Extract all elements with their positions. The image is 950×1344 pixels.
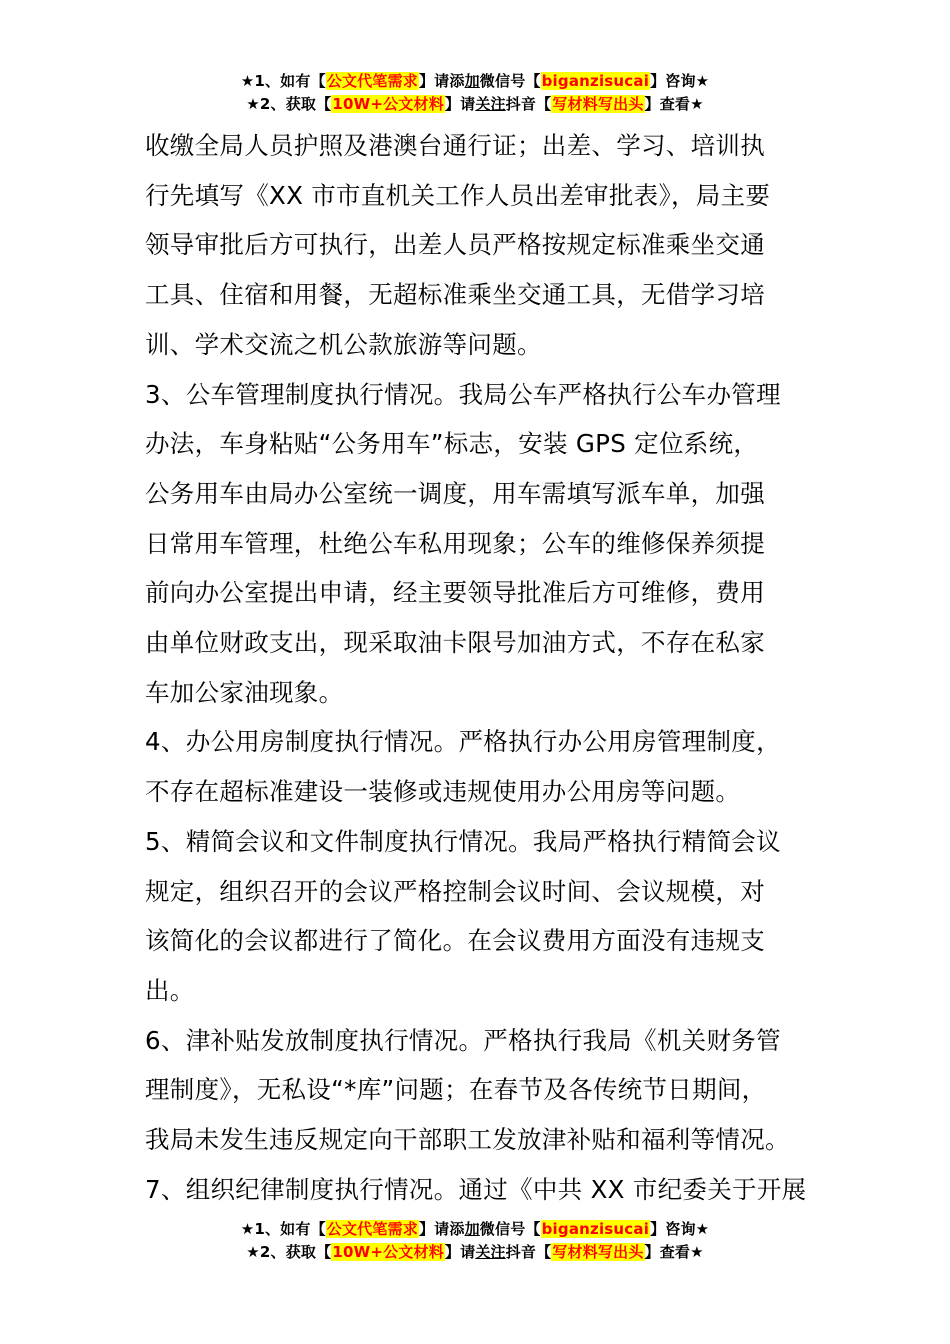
highlight-materials: 10W+公文材料 xyxy=(332,1243,444,1261)
body-line: 该简化的会议都进行了简化。在会议费用方面没有违规支 xyxy=(145,926,765,956)
body-line: 前向办公室提出申请，经主要领导批准后方可维修，费用 xyxy=(145,578,765,608)
body-line: 7、组织纪律制度执行情况。通过《中共 XX 市纪委关于开展 xyxy=(145,1174,807,1204)
body-line: 5、精简会议和文件制度执行情况。我局严格执行精简会议 xyxy=(145,826,781,856)
highlight-wechat-id: biganzisucai xyxy=(541,72,650,90)
body-line: 我局未发生违反规定向干部职工发放津补贴和福利等情况。 xyxy=(145,1125,790,1155)
highlight-ghostwriting: 公文代笔需求 xyxy=(326,1220,418,1238)
star-icon: ★ xyxy=(240,72,255,90)
star-icon: ★ xyxy=(246,95,260,113)
body-line: 理制度》，无私设“*库”问题；在春节及各传统节日期间， xyxy=(145,1075,767,1105)
body-line: 领导审批后方可执行，出差人员严格按规定标准乘坐交通 xyxy=(145,230,765,260)
body-line: 工具、住宿和用餐，无超标准乘坐交通工具，无借学习培 xyxy=(145,280,765,310)
highlight-douyin: 写材料写出头 xyxy=(552,1243,644,1261)
highlight-materials: 10W+公文材料 xyxy=(332,95,444,113)
highlight-wechat-id: biganzisucai xyxy=(541,1220,650,1238)
highlight-ghostwriting: 公文代笔需求 xyxy=(326,72,418,90)
footer-banner xyxy=(0,1218,950,1264)
body-line: 由单位财政支出，现采取油卡限号加油方式，不存在私家 xyxy=(145,628,765,658)
footer-line-2: ★2、获取【10W+公文材料】请关注抖音【写材料写出头】查看★ xyxy=(246,1243,704,1261)
body-line: 公务用车由局办公室统一调度，用车需填写派车单，加强 xyxy=(145,478,765,508)
body-line: 3、公车管理制度执行情况。我局公车严格执行公车办管理 xyxy=(145,379,781,409)
star-icon: ★ xyxy=(246,1243,260,1261)
body-line: 不存在超标准建设一装修或违规使用办公用房等问题。 xyxy=(145,777,741,807)
body-line: 行先填写《XX 市市直机关工作人员出差审批表》，局主要 xyxy=(145,180,771,210)
header-banner xyxy=(0,70,950,116)
highlight-douyin: 写材料写出头 xyxy=(552,95,644,113)
footer-line-1: ★1、如有【公文代笔需求】请添加微信号【biganzisucai】咨询★ xyxy=(240,1220,710,1238)
body-line: 出。 xyxy=(145,975,195,1005)
document-body xyxy=(145,121,835,1214)
body-line: 收缴全局人员护照及港澳台通行证；出差、学习、培训执 xyxy=(145,131,765,160)
body-line: 规定，组织召开的会议严格控制会议时间、会议规模，对 xyxy=(145,876,765,906)
body-line: 办法，车身粘贴“公务用车”标志，安装 GPS 定位系统， xyxy=(145,429,759,459)
star-icon: ★ xyxy=(240,1220,255,1238)
body-line: 日常用车管理，杜绝公车私用现象；公车的维修保养须提 xyxy=(145,528,765,558)
header-line-2: ★2、获取【10W+公文材料】请关注抖音【写材料写出头】查看★ xyxy=(246,95,704,113)
body-line: 训、学术交流之机公款旅游等问题。 xyxy=(145,329,542,359)
body-line: 车加公家油现象。 xyxy=(145,677,344,707)
header-line-1: ★1、如有【公文代笔需求】请添加微信号【biganzisucai】咨询★ xyxy=(240,72,710,90)
body-line: 4、办公用房制度执行情况。严格执行办公用房管理制度， xyxy=(145,727,781,757)
body-line: 6、津补贴发放制度执行情况。严格执行我局《机关财务管 xyxy=(145,1025,781,1055)
